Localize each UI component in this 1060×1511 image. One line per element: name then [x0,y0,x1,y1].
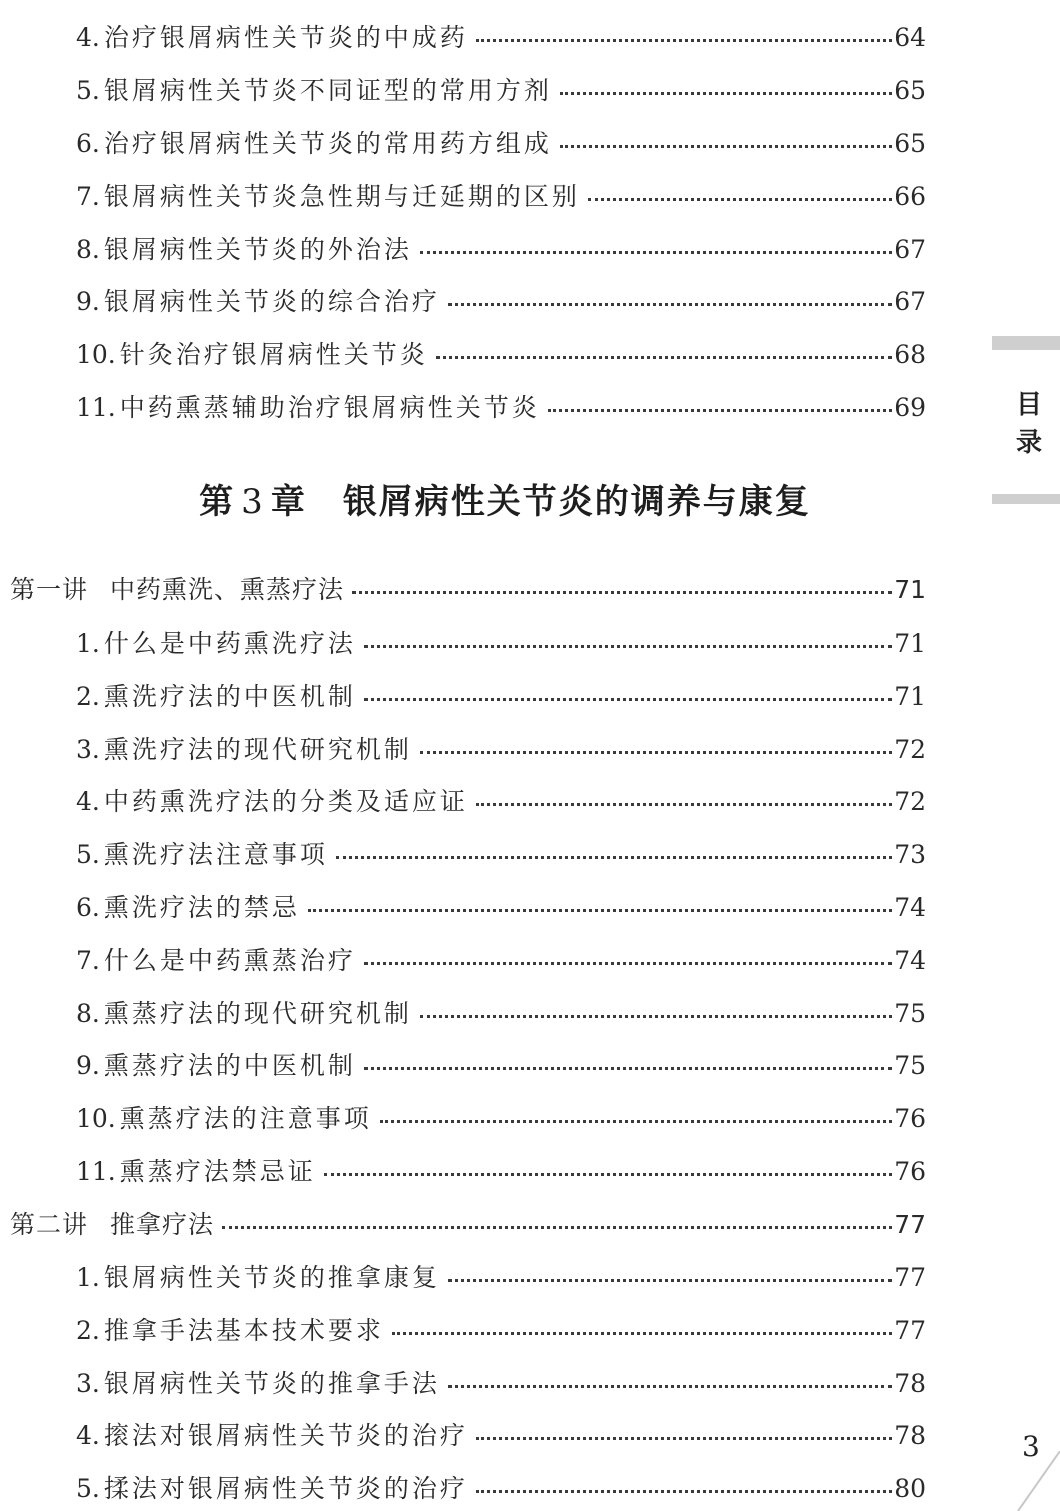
entry-page: 67 [894,235,926,264]
toc-entry [76,624,926,660]
chapter-number: 3 [241,482,265,522]
entry-page: 77 [894,1316,926,1345]
entry-page: 65 [894,76,926,105]
entry-page: 75 [894,999,926,1028]
toc-entry [76,1152,926,1188]
entry-title: 银屑病性关节炎急性期与迁延期的区别 [103,182,580,211]
dot-leader [222,1226,892,1229]
entry-title: 银屑病性关节炎的推拿康复 [103,1263,440,1292]
dot-leader [380,1120,892,1123]
dot-leader [336,856,892,859]
entry-number: 1. [76,629,100,658]
dot-leader [448,1279,892,1282]
dot-leader [308,909,892,912]
entry-title: 熏蒸疗法的现代研究机制 [103,999,412,1028]
entry-title: 治疗银屑病性关节炎的中成药 [103,23,468,52]
entry-number: 9. [76,1051,100,1080]
lecture-title: 中药熏洗、熏蒸疗法 [110,575,345,604]
entry-page: 72 [894,787,926,816]
toc-entry [76,941,926,977]
entry-page: 80 [894,1474,926,1503]
lecture-heading [10,1205,926,1241]
dot-leader [448,1385,892,1388]
entry-title: 治疗银屑病性关节炎的常用药方组成 [103,129,552,158]
entry-page: 69 [894,393,926,422]
entry-number: 5. [76,840,100,869]
entry-page: 77 [894,1263,926,1292]
entry-number: 1. [76,1263,100,1292]
entry-number: 9. [76,287,100,316]
entry-title: 熏蒸疗法的注意事项 [119,1104,372,1133]
entry-title: 中药熏洗疗法的分类及适应证 [103,787,468,816]
toc-entry [76,282,926,318]
entry-number: 6. [76,893,100,922]
chapter-title: 银屑病性关节炎的调养与康复 [342,482,811,522]
side-tab-bar-top [992,336,1060,350]
toc-entry [76,1416,926,1452]
side-tab-char-bottom: 录 [1015,428,1042,458]
entry-page: 67 [894,287,926,316]
entry-page: 71 [894,629,926,658]
entry-page: 64 [894,23,926,52]
entry-title: 熏蒸疗法禁忌证 [119,1157,316,1186]
entry-page: 73 [894,840,926,869]
toc-entry [76,1046,926,1082]
entry-number: 6. [76,129,100,158]
entry-title: 银屑病性关节炎的外治法 [103,235,412,264]
toc-entry [76,71,926,107]
entry-number: 2. [76,682,100,711]
entry-title: 熏洗疗法的中医机制 [103,682,356,711]
entry-number: 3. [76,1369,100,1398]
dot-leader [436,356,892,359]
toc-entry [76,1469,926,1505]
entry-title: 银屑病性关节炎不同证型的常用方剂 [103,76,552,105]
toc-entry [76,677,926,713]
entry-page: 75 [894,1051,926,1080]
toc-entry [76,18,926,54]
toc-entry [76,994,926,1030]
lecture-page: 77 [894,1210,926,1239]
entry-title: 㨰法对银屑病性关节炎的治疗 [103,1421,468,1450]
entry-title: 中药熏蒸辅助治疗银屑病性关节炎 [119,393,540,422]
toc-entry [76,124,926,160]
entry-title: 熏洗疗法注意事项 [103,840,328,869]
toc-entry [76,1099,926,1135]
entry-title: 揉法对银屑病性关节炎的治疗 [103,1474,468,1503]
entry-title: 熏蒸疗法的中医机制 [103,1051,356,1080]
dot-leader [352,591,892,594]
entry-title: 什么是中药熏洗疗法 [103,629,356,658]
entry-number: 4. [76,23,100,52]
entry-number: 5. [76,76,100,105]
chapter-heading [0,474,1010,523]
entry-page: 76 [894,1104,926,1133]
entry-page: 78 [894,1369,926,1398]
toc-entry [76,1311,926,1347]
dot-leader [476,39,892,42]
dot-leader [448,303,892,306]
entry-page: 68 [894,340,926,369]
dot-leader [364,698,892,701]
toc-entry [76,230,926,266]
dot-leader [420,751,892,754]
dot-leader [588,198,892,201]
entry-page: 65 [894,129,926,158]
side-tab-char-top: 目 [1015,390,1042,420]
chapter-prefix: 第 [199,482,236,522]
lecture-heading [10,570,926,606]
toc-entry [76,335,926,371]
dot-leader [364,1067,892,1070]
entry-page: 76 [894,1157,926,1186]
lecture-title: 推拿疗法 [110,1210,215,1239]
entry-number: 4. [76,1421,100,1450]
chapter-suffix: 章 [270,482,307,522]
toc-entry [76,782,926,818]
lecture-label: 第一讲 [10,575,89,604]
entry-page: 66 [894,182,926,211]
dot-leader [364,645,892,648]
entry-title: 熏洗疗法的现代研究机制 [103,735,412,764]
entry-number: 3. [76,735,100,764]
lecture-label: 第二讲 [10,1210,89,1239]
entry-number: 8. [76,999,100,1028]
toc-entry [76,730,926,766]
entry-page: 72 [894,735,926,764]
side-tab-label [1014,386,1044,462]
entry-title: 针灸治疗银屑病性关节炎 [119,340,428,369]
entry-number: 11. [76,1157,116,1186]
entry-page: 78 [894,1421,926,1450]
dot-leader [560,92,892,95]
dot-leader [364,962,892,965]
dot-leader [560,145,892,148]
entry-title: 熏洗疗法的禁忌 [103,893,300,922]
dot-leader [476,803,892,806]
page-curl-decoration [1000,1451,1060,1511]
dot-leader [420,1015,892,1018]
entry-title: 推拿手法基本技术要求 [103,1316,384,1345]
entry-number: 4. [76,787,100,816]
entry-number: 5. [76,1474,100,1503]
toc-entry [76,1258,926,1294]
entry-title: 什么是中药熏蒸治疗 [103,946,356,975]
toc-entry [76,1364,926,1400]
entry-page: 71 [894,682,926,711]
side-tab-bar-bottom [992,494,1060,504]
lecture-page: 71 [894,575,926,604]
dot-leader [420,251,892,254]
toc-entry [76,888,926,924]
entry-number: 11. [76,393,116,422]
entry-title: 银屑病性关节炎的综合治疗 [103,287,440,316]
entry-number: 7. [76,182,100,211]
toc-entry [76,177,926,213]
entry-number: 7. [76,946,100,975]
entry-number: 10. [76,1104,116,1133]
dot-leader [476,1490,892,1493]
dot-leader [324,1173,892,1176]
dot-leader [548,409,892,412]
entry-number: 8. [76,235,100,264]
entry-page: 74 [894,893,926,922]
dot-leader [476,1437,892,1440]
entry-number: 2. [76,1316,100,1345]
entry-number: 10. [76,340,116,369]
toc-entry [76,835,926,871]
dot-leader [392,1332,892,1335]
entry-page: 74 [894,946,926,975]
entry-title: 银屑病性关节炎的推拿手法 [103,1369,440,1398]
toc-entry [76,388,926,424]
page-number: 3 [1022,1430,1040,1463]
